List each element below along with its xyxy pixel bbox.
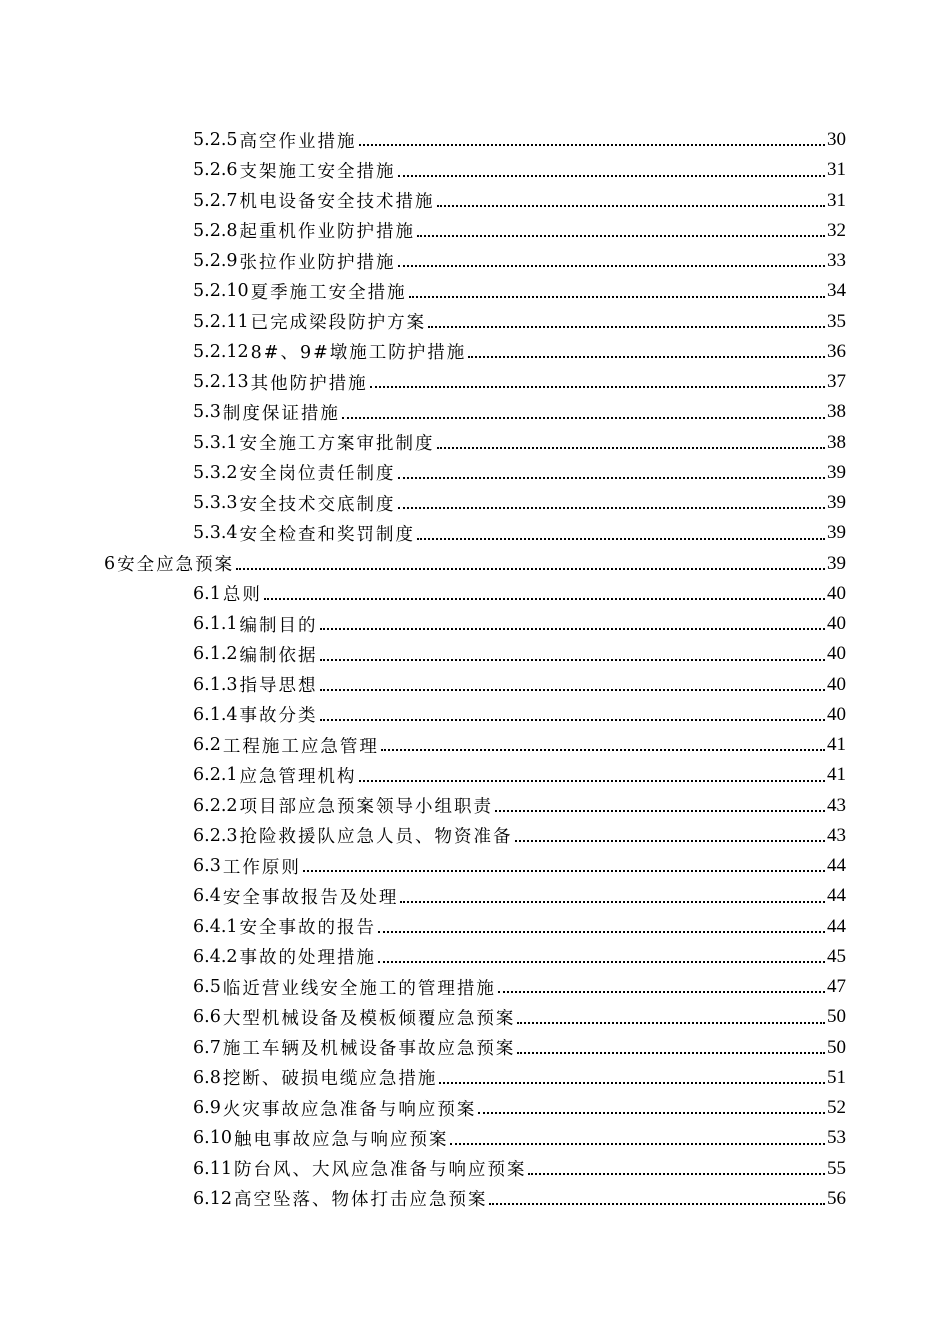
toc-entry[interactable] — [0, 549, 950, 579]
toc-entry[interactable] — [0, 730, 950, 760]
toc-dot-leader — [320, 628, 825, 630]
toc-dot-leader — [515, 840, 825, 842]
toc-entry-number: 6.1.1 — [193, 614, 238, 635]
toc-entry-title: 张拉作业防护措施 — [239, 252, 396, 273]
toc-entry[interactable] — [0, 912, 950, 942]
toc-entry-page-number: 56 — [827, 1187, 846, 1209]
toc-entry-number: 6.4.2 — [193, 946, 238, 967]
toc-entry-title: 安全事故报告及处理 — [222, 887, 399, 908]
toc-entry-page-number: 52 — [827, 1097, 846, 1119]
toc-entry-title: 高空作业措施 — [239, 131, 357, 152]
toc-dot-leader — [498, 991, 825, 993]
toc-entry-number: 6.6 — [193, 1007, 221, 1028]
toc-entry[interactable] — [0, 216, 950, 246]
toc-dot-leader — [468, 356, 825, 358]
toc-entry[interactable] — [0, 942, 950, 972]
toc-entry[interactable] — [0, 821, 950, 851]
toc-entry-page-number: 32 — [827, 219, 846, 241]
toc-entry-title: 支架施工安全措施 — [239, 161, 396, 182]
toc-dot-leader — [359, 144, 825, 146]
toc-dot-leader — [450, 1143, 825, 1145]
toc-entry-number: 5.3.4 — [193, 523, 238, 544]
toc-dot-leader — [398, 477, 825, 479]
toc-entry-page-number: 38 — [827, 431, 846, 453]
toc-dot-leader — [495, 810, 825, 812]
toc-entry-page-number: 40 — [827, 643, 846, 665]
toc-entry-page-number: 45 — [827, 945, 846, 967]
toc-entry-page-number: 39 — [827, 492, 846, 514]
toc-entry-number: 6.8 — [193, 1067, 221, 1088]
toc-entry[interactable] — [0, 760, 950, 790]
toc-entry-number: 5.2.11 — [193, 311, 249, 332]
toc-entry[interactable] — [0, 397, 950, 427]
toc-entry-number: 6.2.3 — [193, 825, 238, 846]
toc-entry-title: 事故分类 — [239, 706, 318, 727]
toc-entry[interactable] — [0, 367, 950, 397]
toc-entry-page-number: 50 — [827, 1036, 846, 1058]
toc-entry-page-number: 33 — [827, 250, 846, 272]
toc-dot-leader — [342, 417, 825, 419]
toc-entry-page-number: 36 — [827, 340, 846, 362]
toc-entry-page-number: 30 — [827, 129, 846, 151]
toc-entry-number: 6.1.2 — [193, 644, 238, 665]
toc-dot-leader — [437, 205, 825, 207]
toc-entry-number: 6 — [104, 553, 116, 574]
toc-dot-leader — [264, 598, 825, 600]
toc-entry-page-number: 40 — [827, 673, 846, 695]
toc-entry[interactable] — [0, 1154, 950, 1184]
toc-entry-title: 机电设备安全技术措施 — [239, 192, 435, 213]
toc-entry[interactable] — [0, 276, 950, 306]
toc-entry-page-number: 39 — [827, 522, 846, 544]
toc-entry[interactable] — [0, 791, 950, 821]
toc-entry-title: 事故的处理措施 — [239, 948, 377, 969]
toc-entry[interactable] — [0, 428, 950, 458]
toc-entry-title: 8#、9#墩施工防护措施 — [250, 343, 467, 364]
toc-entry-page-number: 34 — [827, 280, 846, 302]
toc-dot-leader — [417, 538, 825, 540]
toc-dot-leader — [378, 931, 825, 933]
toc-entry-title: 已完成梁段防护方案 — [250, 313, 427, 334]
toc-entry-number: 6.1 — [193, 583, 221, 604]
toc-dot-leader — [320, 719, 825, 721]
toc-dot-leader — [378, 961, 825, 963]
toc-entry[interactable] — [0, 1123, 950, 1153]
toc-entry-title: 项目部应急预案领导小组职责 — [239, 797, 494, 818]
toc-entry-title: 抢险救援队应急人员、物资准备 — [239, 827, 513, 848]
toc-entry-title: 火灾事故应急准备与响应预案 — [222, 1099, 477, 1120]
toc-dot-leader — [381, 749, 825, 751]
toc-entry-title: 大型机械设备及模板倾覆应急预案 — [222, 1008, 516, 1029]
toc-entry[interactable] — [0, 700, 950, 730]
toc-entry-number: 6.7 — [193, 1037, 221, 1058]
toc-dot-leader — [320, 659, 825, 661]
toc-entry-title: 安全应急预案 — [117, 555, 235, 576]
toc-entry-title: 制度保证措施 — [222, 403, 340, 424]
toc-entry-title: 其他防护措施 — [250, 373, 368, 394]
toc-entry[interactable] — [0, 609, 950, 639]
toc-entry-number: 5.3.3 — [193, 493, 238, 514]
toc-entry-title: 指导思想 — [239, 676, 318, 697]
toc-entry-title: 触电事故应急与响应预案 — [233, 1129, 449, 1150]
toc-dot-leader — [303, 870, 825, 872]
toc-entry-page-number: 35 — [827, 310, 846, 332]
toc-dot-leader — [517, 1052, 825, 1054]
toc-entry-page-number: 40 — [827, 582, 846, 604]
toc-entry[interactable] — [0, 125, 950, 155]
toc-dot-leader — [439, 1082, 825, 1084]
toc-dot-leader — [409, 296, 825, 298]
toc-entry-number: 6.2 — [193, 735, 221, 756]
toc-dot-leader — [320, 689, 825, 691]
toc-entry-number: 5.2.13 — [193, 372, 249, 393]
toc-entry-title: 临近营业线安全施工的管理措施 — [222, 978, 496, 999]
toc-entry-title: 工作原则 — [222, 857, 301, 878]
toc-entry[interactable] — [0, 307, 950, 337]
toc-entry[interactable] — [0, 1002, 950, 1032]
toc-entry-number: 5.3.1 — [193, 432, 238, 453]
toc-entry[interactable] — [0, 1093, 950, 1123]
toc-entry-page-number: 53 — [827, 1127, 846, 1149]
toc-entry-page-number: 39 — [827, 552, 846, 574]
toc-entry-page-number: 37 — [827, 371, 846, 393]
toc-entry[interactable] — [0, 639, 950, 669]
toc-dot-leader — [398, 265, 825, 267]
toc-entry[interactable] — [0, 881, 950, 911]
toc-entry-title: 应急管理机构 — [239, 766, 357, 787]
toc-dot-leader — [428, 326, 825, 328]
toc-entry-number: 6.9 — [193, 1098, 221, 1119]
toc-entry-title: 夏季施工安全措施 — [250, 282, 407, 303]
toc-entry-number: 6.1.3 — [193, 674, 238, 695]
toc-entry[interactable] — [0, 972, 950, 1002]
toc-entry-page-number: 44 — [827, 885, 846, 907]
toc-entry-page-number: 47 — [827, 976, 846, 998]
toc-entry-title: 安全岗位责任制度 — [239, 464, 396, 485]
toc-entry-number: 5.2.6 — [193, 160, 238, 181]
toc-entry[interactable] — [0, 246, 950, 276]
toc-entry-page-number: 44 — [827, 855, 846, 877]
toc-entry[interactable] — [0, 1184, 950, 1214]
toc-dot-leader — [359, 780, 825, 782]
toc-dot-leader — [398, 507, 825, 509]
toc-entry-number: 5.2.8 — [193, 220, 238, 241]
toc-entry-number: 5.2.12 — [193, 341, 249, 362]
toc-entry-title: 安全施工方案审批制度 — [239, 434, 435, 455]
toc-entry-page-number: 55 — [827, 1157, 846, 1179]
toc-entry-title: 挖断、破损电缆应急措施 — [222, 1069, 438, 1090]
toc-entry-title: 工程施工应急管理 — [222, 736, 379, 757]
toc-entry[interactable] — [0, 670, 950, 700]
toc-entry-page-number: 50 — [827, 1006, 846, 1028]
toc-dot-leader — [400, 901, 825, 903]
toc-entry-title: 高空坠落、物体打击应急预案 — [233, 1190, 488, 1211]
toc-entry-number: 6.1.4 — [193, 704, 238, 725]
toc-entry-page-number: 51 — [827, 1066, 846, 1088]
toc-entry-title: 起重机作业防护措施 — [239, 222, 416, 243]
toc-entry[interactable] — [0, 518, 950, 548]
toc-entry[interactable] — [0, 458, 950, 488]
toc-entry[interactable] — [0, 186, 950, 216]
table-of-contents — [0, 125, 950, 1214]
toc-entry-page-number: 39 — [827, 461, 846, 483]
toc-entry-page-number: 31 — [827, 159, 846, 181]
toc-dot-leader — [398, 175, 825, 177]
toc-entry-number: 5.2.5 — [193, 130, 238, 151]
toc-entry-title: 安全事故的报告 — [239, 918, 377, 939]
toc-entry-number: 6.2.1 — [193, 765, 238, 786]
toc-entry[interactable] — [0, 579, 950, 609]
toc-dot-leader — [517, 1022, 825, 1024]
toc-entry-page-number: 44 — [827, 915, 846, 937]
toc-entry-number: 6.12 — [193, 1188, 232, 1209]
toc-entry-number: 6.4 — [193, 886, 221, 907]
toc-entry-number: 5.2.9 — [193, 251, 238, 272]
toc-entry-page-number: 31 — [827, 189, 846, 211]
toc-entry-number: 6.11 — [193, 1158, 232, 1179]
toc-entry-number: 5.3 — [193, 402, 221, 423]
toc-entry[interactable] — [0, 337, 950, 367]
toc-entry-title: 编制目的 — [239, 615, 318, 636]
toc-entry-title: 施工车辆及机械设备事故应急预案 — [222, 1039, 516, 1060]
toc-entry-page-number: 38 — [827, 401, 846, 423]
toc-entry[interactable] — [0, 488, 950, 518]
toc-entry[interactable] — [0, 1033, 950, 1063]
toc-dot-leader — [370, 386, 825, 388]
toc-entry-number: 6.10 — [193, 1128, 232, 1149]
toc-entry-number: 5.2.10 — [193, 281, 249, 302]
toc-dot-leader — [528, 1173, 825, 1175]
toc-entry-number: 6.5 — [193, 977, 221, 998]
toc-entry-title: 安全技术交底制度 — [239, 494, 396, 515]
toc-entry-page-number: 43 — [827, 794, 846, 816]
toc-entry-title: 防台风、大风应急准备与响应预案 — [233, 1160, 527, 1181]
toc-entry-title: 安全检查和奖罚制度 — [239, 524, 416, 545]
toc-entry[interactable] — [0, 155, 950, 185]
toc-entry[interactable] — [0, 851, 950, 881]
toc-entry-page-number: 40 — [827, 613, 846, 635]
toc-entry-number: 5.3.2 — [193, 462, 238, 483]
toc-entry-page-number: 43 — [827, 824, 846, 846]
toc-entry-number: 5.2.7 — [193, 190, 238, 211]
toc-dot-leader — [437, 447, 825, 449]
toc-dot-leader — [489, 1203, 825, 1205]
toc-dot-leader — [478, 1112, 825, 1114]
toc-entry-title: 总则 — [222, 585, 262, 606]
toc-entry[interactable] — [0, 1063, 950, 1093]
toc-dot-leader — [417, 235, 825, 237]
toc-entry-page-number: 41 — [827, 734, 846, 756]
toc-entry-title: 编制依据 — [239, 645, 318, 666]
toc-entry-number: 6.4.1 — [193, 916, 238, 937]
toc-entry-page-number: 40 — [827, 703, 846, 725]
toc-dot-leader — [236, 568, 825, 570]
toc-entry-number: 6.2.2 — [193, 795, 238, 816]
toc-entry-page-number: 41 — [827, 764, 846, 786]
toc-entry-number: 6.3 — [193, 856, 221, 877]
